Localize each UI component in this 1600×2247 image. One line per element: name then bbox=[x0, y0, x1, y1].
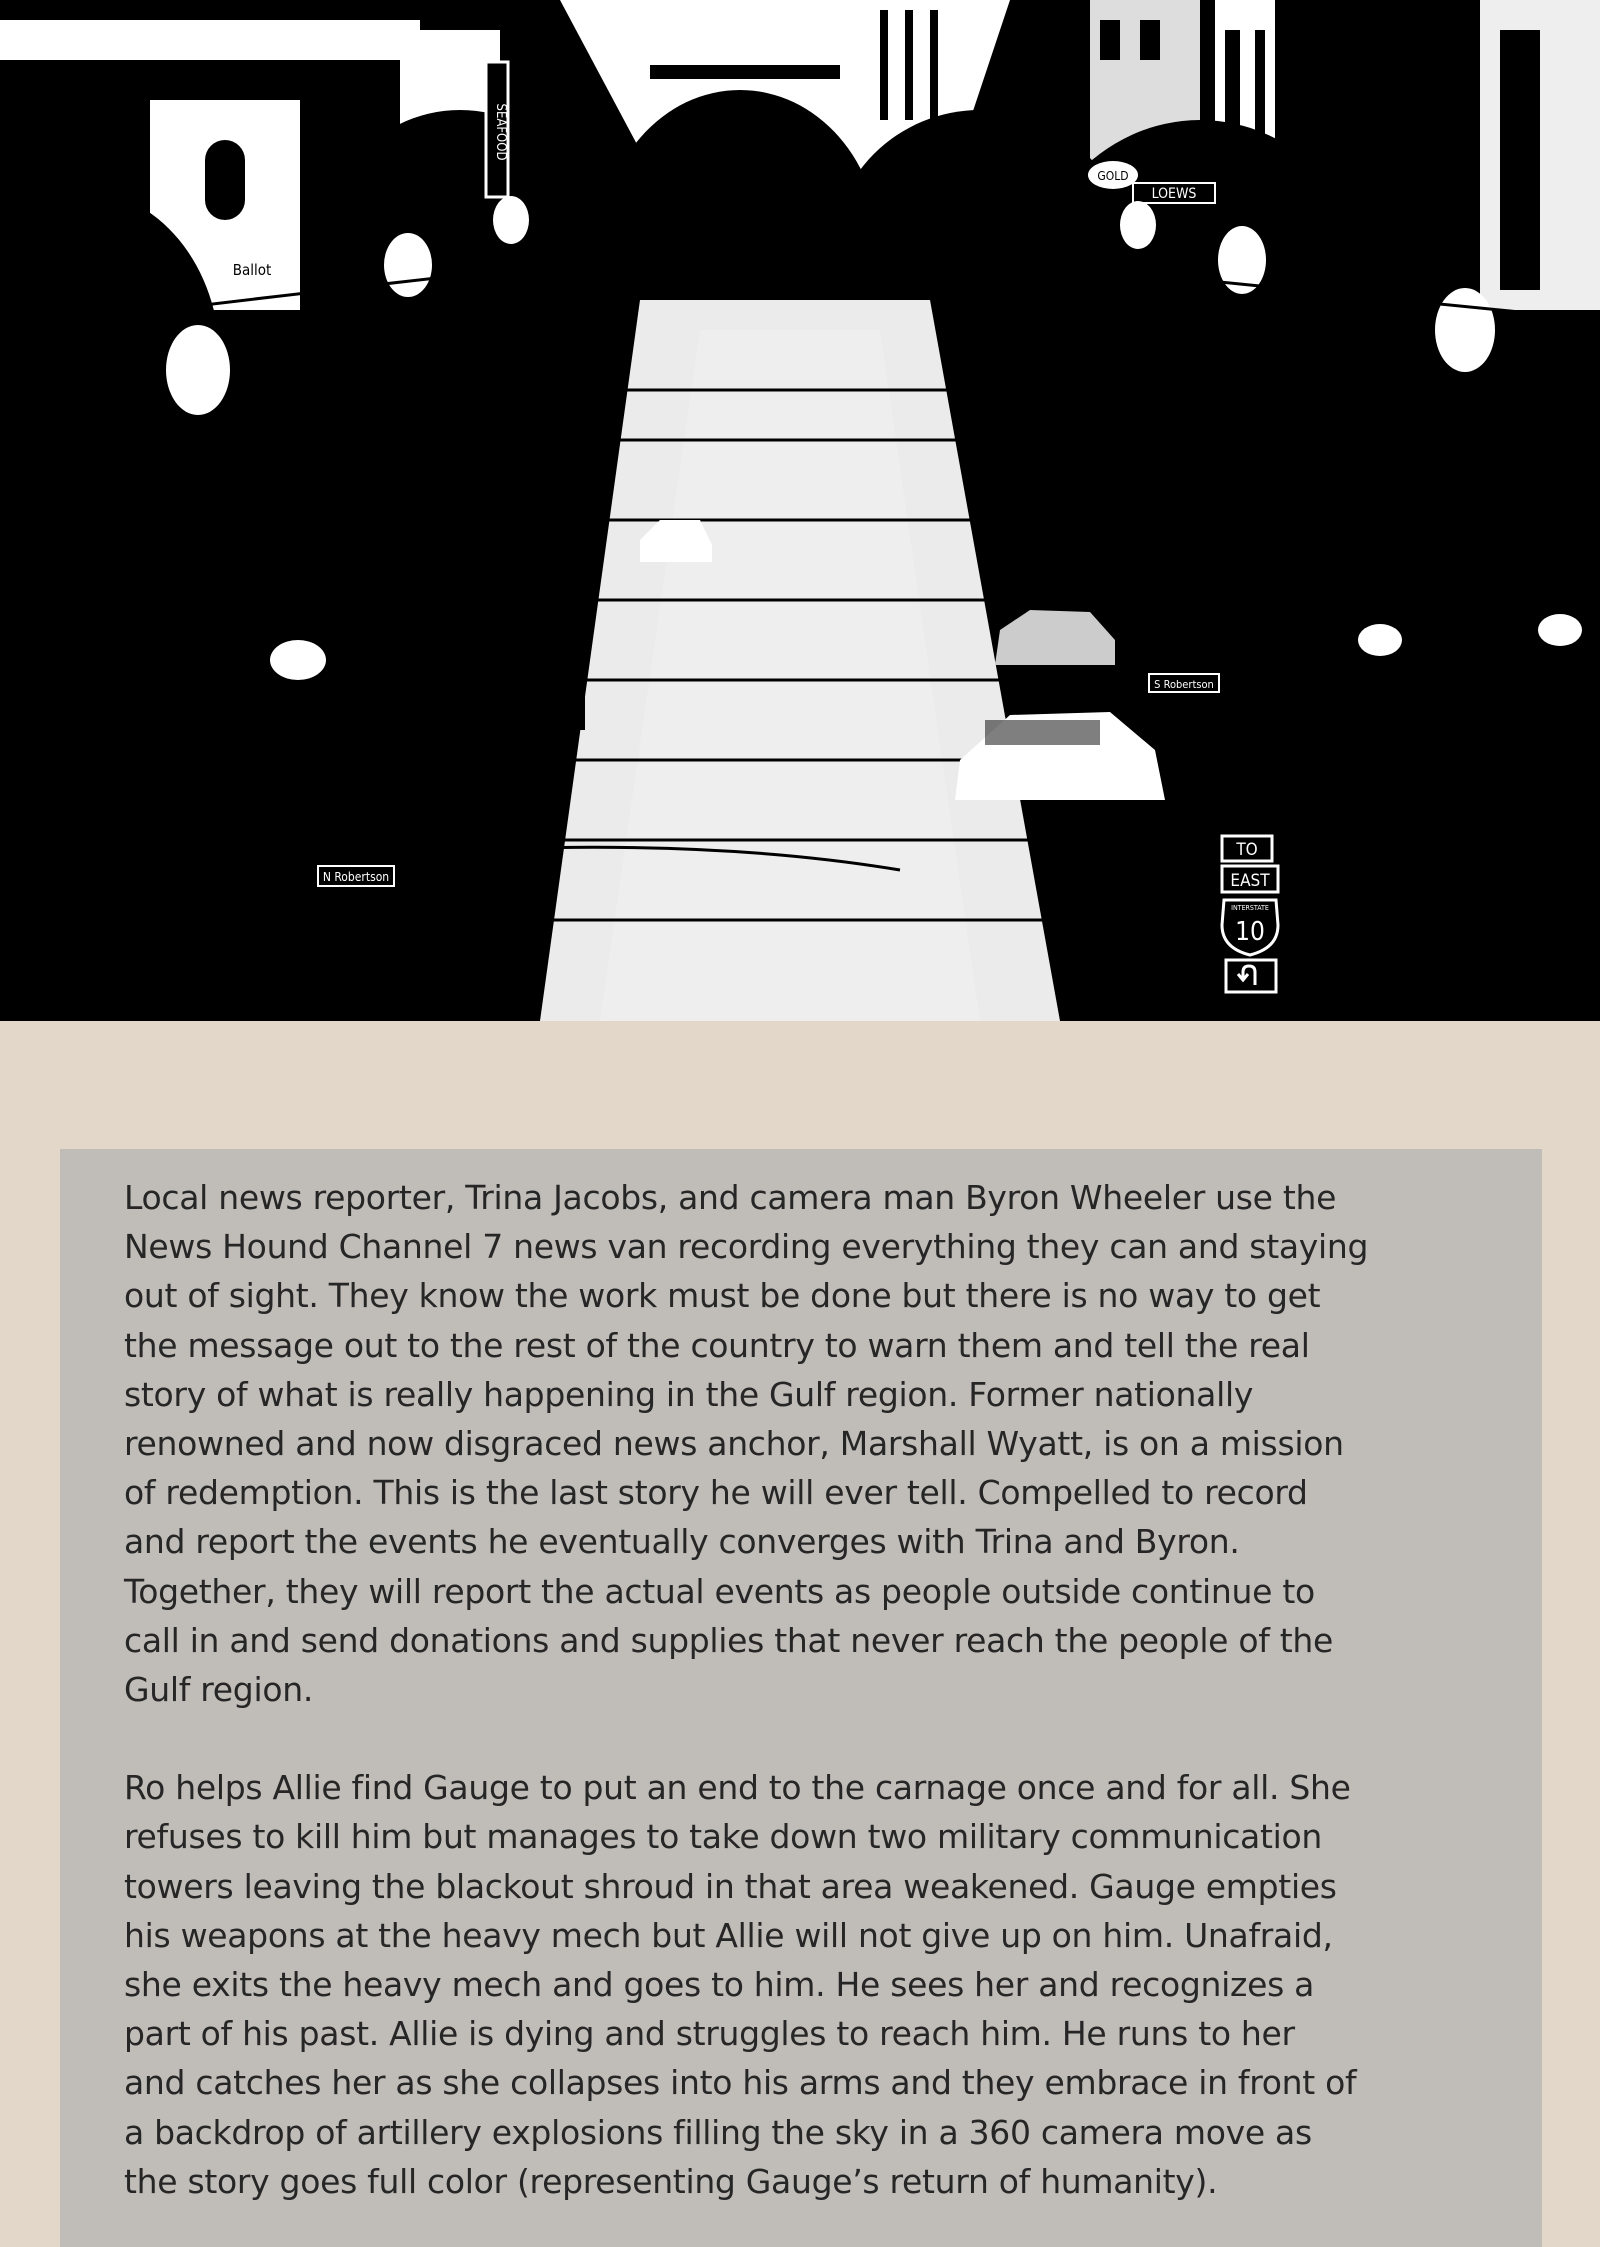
gold-sign: GOLD bbox=[1097, 169, 1129, 183]
route-to-sign: TO bbox=[1236, 840, 1258, 860]
story-paragraph-2: Ro helps Allie find Gauge to put an end to the carnage once and for all. She refuses to kill him but manages to take down two military communication towers leaving the blackout shroud in that area weakened. Gauge empties his weapons at the heavy mech but Allie will not give up on him. Unafraid, she exits the heavy mech and goes to him. He sees her and recognizes a part of his past. Allie is dying and struggles to reach him. He runs to her and catches her as she collapses into his arms and they embrace in front of a backdrop of artillery explosions filling the sky in a 360 camera move as the story goes full color (representing Gauge’s return of humanity). bbox=[124, 1768, 1357, 2201]
flooded-street-photo bbox=[0, 0, 1600, 1021]
seafood-sign: SEAFOOD bbox=[493, 103, 508, 161]
route-east-sign: EAST bbox=[1230, 871, 1270, 891]
story-paragraph-1: Local news reporter, Trina Jacobs, and camera man Byron Wheeler use the News Hound Channel 7 news van recording everything they can and staying out of sight. They know the work must be done but there is no way to get the message out to the rest of the country to warn them and tell the real story of what is really happening in the Gulf region. Former nationally renowned and now disgraced news anchor, Marshall Wyatt, is on a mission of redemption. This is the last story he will ever tell. Compelled to record and report the events he eventually converges with Trina and Byron. Together, they will report the actual events as people outside continue to call in and send donations and supplies that never reach the people of the Gulf region. bbox=[124, 1178, 1369, 1710]
shop-sign-left: Ballot bbox=[232, 261, 272, 279]
flooded-street-illustration bbox=[0, 0, 1600, 1021]
street-sign-n-robertson: N Robertson bbox=[322, 870, 390, 884]
loews-sign: LOEWS bbox=[1151, 186, 1197, 202]
street-sign-s-robertson: S Robertson bbox=[1154, 678, 1214, 691]
interstate-10-signs bbox=[1222, 836, 1278, 992]
interstate-shield-number: 10 bbox=[1235, 917, 1265, 947]
interstate-shield-label: INTERSTATE bbox=[1231, 904, 1269, 912]
story-text-panel bbox=[60, 1149, 1542, 2247]
